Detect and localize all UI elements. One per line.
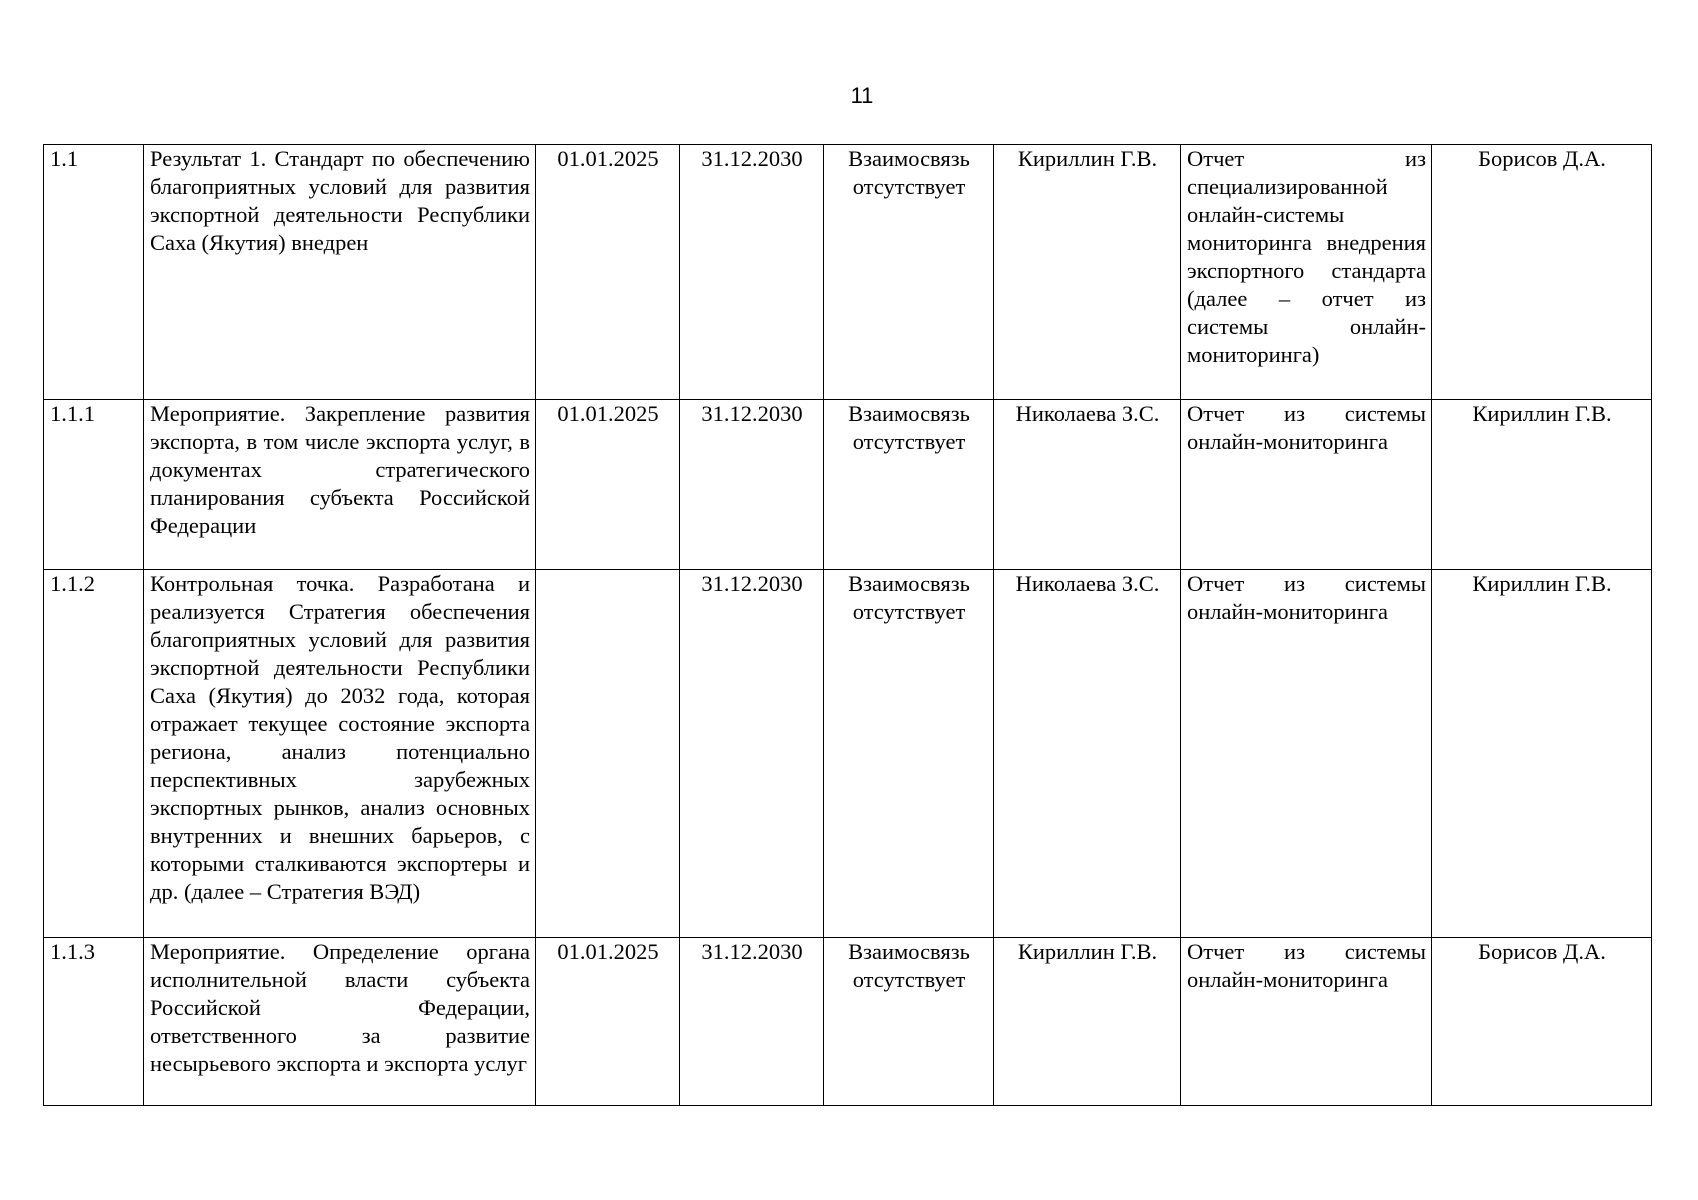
relation-cell: Взаимосвязь отсутствует	[824, 570, 994, 938]
responsible-cell: Николаева З.С.	[994, 570, 1181, 938]
row-number-cell: 1.1.2	[44, 570, 144, 938]
checker-cell: Кириллин Г.В.	[1432, 400, 1652, 570]
end-date-cell: 31.12.2030	[680, 570, 824, 938]
end-date-cell: 31.12.2030	[680, 400, 824, 570]
table-row	[44, 570, 1652, 938]
row-number-cell: 1.1.1	[44, 400, 144, 570]
table-row	[44, 938, 1652, 1106]
page-number: 11	[850, 83, 874, 108]
row-title-cell: Результат 1. Стандарт по обеспечению благоприятных условий для развития экспортной деятельности Республики Саха (Якутия) внедрен	[144, 145, 536, 400]
row-number-cell: 1.1.3	[44, 938, 144, 1106]
responsible-cell: Николаева З.С.	[994, 400, 1181, 570]
row-number-cell: 1.1	[44, 145, 144, 400]
document-cell: Отчет из специализированной онлайн-системы мониторинга внедрения экспортного стандарта (далее – отчет из системы онлайн-мониторинга)	[1181, 145, 1432, 400]
document-cell: Отчет из системы онлайн-мониторинга	[1181, 400, 1432, 570]
relation-cell: Взаимосвязь отсутствует	[824, 145, 994, 400]
table-row	[44, 145, 1652, 400]
checker-cell: Кириллин Г.В.	[1432, 570, 1652, 938]
table-row	[44, 400, 1652, 570]
row-title-cell: Мероприятие. Закрепление развития экспорта, в том числе экспорта услуг, в документах стратегического планирования субъекта Российской Федерации	[144, 400, 536, 570]
end-date-cell: 31.12.2030	[680, 938, 824, 1106]
row-title-cell: Контрольная точка. Разработана и реализуется Стратегия обеспечения благоприятных условий для развития экспортной деятельности Республики Саха (Якутия) до 2032 года, которая отражает текущее состояние экспорта региона, анализ потенциально перспективных зарубежных экспортных рынков, анализ основных внутренних и внешних барьеров, с которыми сталкиваются экспортеры и др. (далее – Стратегия ВЭД)	[144, 570, 536, 938]
start-date-cell: 01.01.2025	[536, 400, 680, 570]
start-date-cell: 01.01.2025	[536, 145, 680, 400]
document-cell: Отчет из системы онлайн-мониторинга	[1181, 938, 1432, 1106]
relation-cell: Взаимосвязь отсутствует	[824, 400, 994, 570]
end-date-cell: 31.12.2030	[680, 145, 824, 400]
document-cell: Отчет из системы онлайн-мониторинга	[1181, 570, 1432, 938]
relation-cell: Взаимосвязь отсутствует	[824, 938, 994, 1106]
responsible-cell: Кириллин Г.В.	[994, 938, 1181, 1106]
checker-cell: Борисов Д.А.	[1432, 145, 1652, 400]
row-title-cell: Мероприятие. Определение органа исполнительной власти субъекта Российской Федерации, ответственного за развитие несырьевого экспорта и экспорта услуг	[144, 938, 536, 1106]
start-date-cell	[536, 570, 680, 938]
plan-table	[43, 144, 1652, 1106]
start-date-cell: 01.01.2025	[536, 938, 680, 1106]
checker-cell: Борисов Д.А.	[1432, 938, 1652, 1106]
responsible-cell: Кириллин Г.В.	[994, 145, 1181, 400]
